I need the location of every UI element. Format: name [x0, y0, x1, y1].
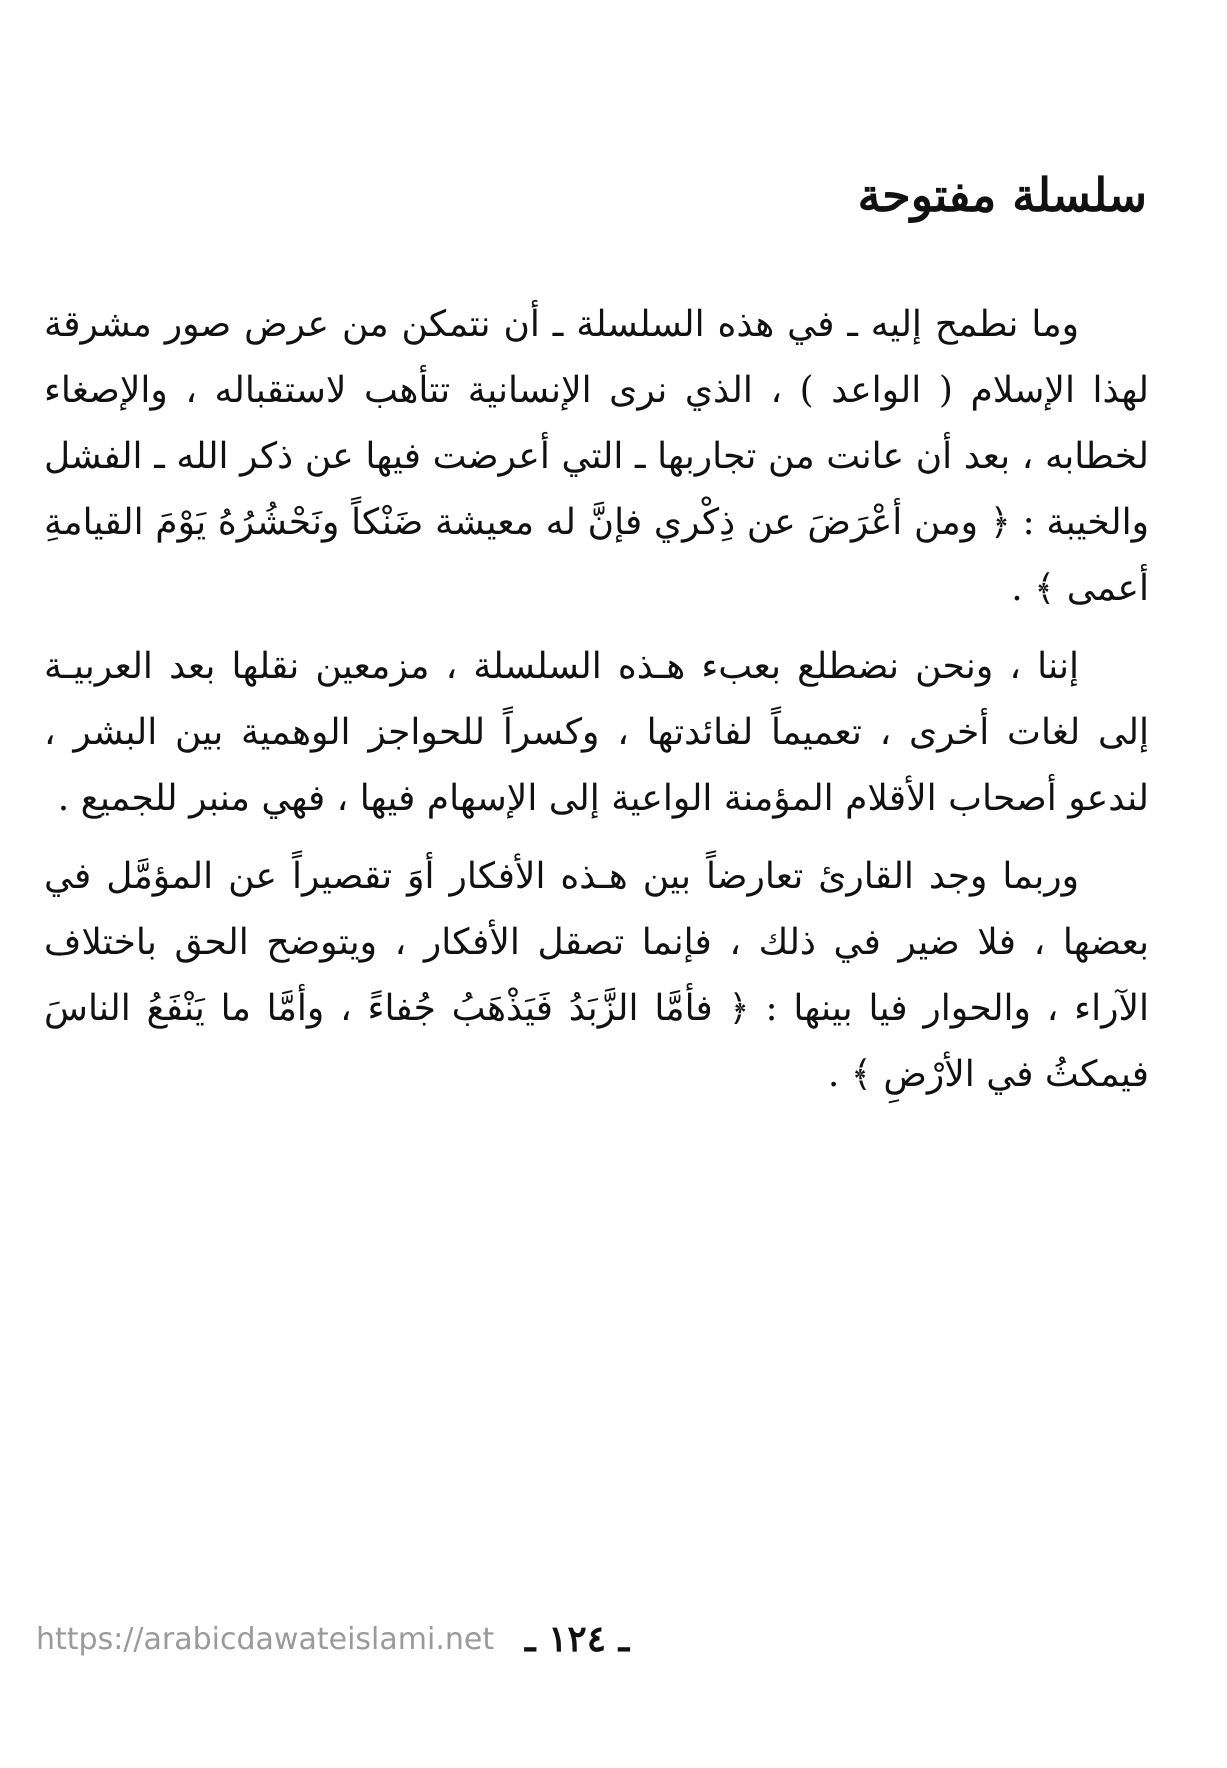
page-footer [0, 1618, 1227, 1662]
paragraph-2-text: إننا ، ونحن نضطلع بعبء هـذه السلسلة ، مزمعين نقلها بعد العربيـة إلى لغات أخرى ، تعميماً لفائدتها ، وكسراً للحواجز الوهمية بين البشر ، لندعو أصحاب الأقلام المؤمنة الواعية إلى الإسهام فيها ، فهي منبر للجميع . [44, 646, 1149, 819]
quran-verse-2: ﴿ فأمَّا الزَّبَدُ فَيَذْهَبُ جُفاءً ، وأمَّا ما يَنْفَعُ الناسَ فيمكثُ في الأرْضِ ﴾ . [44, 988, 1149, 1095]
paragraph-3-text: وربما وجد القارئ تعارضاً بين هـذه الأفكار أوَ تقصيراً عن المؤمَّل في بعضها ، فلا ضير في ذلك ، فإنما تصقل الأفكار ، ويتوضح الحق باختلاف الآراء ، والحوار فيا بينها : [44, 856, 1149, 1029]
page-number: ـ ١٢٤ ـ [525, 1618, 630, 1660]
body-text [44, 292, 1149, 1120]
paragraph-1 [44, 292, 1149, 622]
paragraph-3 [44, 844, 1149, 1108]
paragraph-1-text: وما نطمح إليه ـ في هذه السلسلة ـ أن نتمكن من عرض صور مشرقة لهذا الإسلام ( الواعد ) ، الذي نرى الإنسانية تتأهب لاستقباله ، والإصغاء لخطابه ، بعد أن عانت من تجاربها ـ التي أعرضت فيها عن ذكر الله ـ الفشل والخيبة : [44, 304, 1150, 543]
paragraph-2 [44, 634, 1149, 832]
page-title: سلسلة مفتوحة [857, 168, 1147, 222]
quran-verse-1: ﴿ ومن أعْرَضَ عن ذِكْري فإنَّ له معيشة ضَنْكاً ونَحْشُرُهُ يَوْمَ القيامةِ أعمى ﴾ . [44, 502, 1149, 609]
watermark-url: https://arabicdawateislami.net [36, 1622, 495, 1657]
